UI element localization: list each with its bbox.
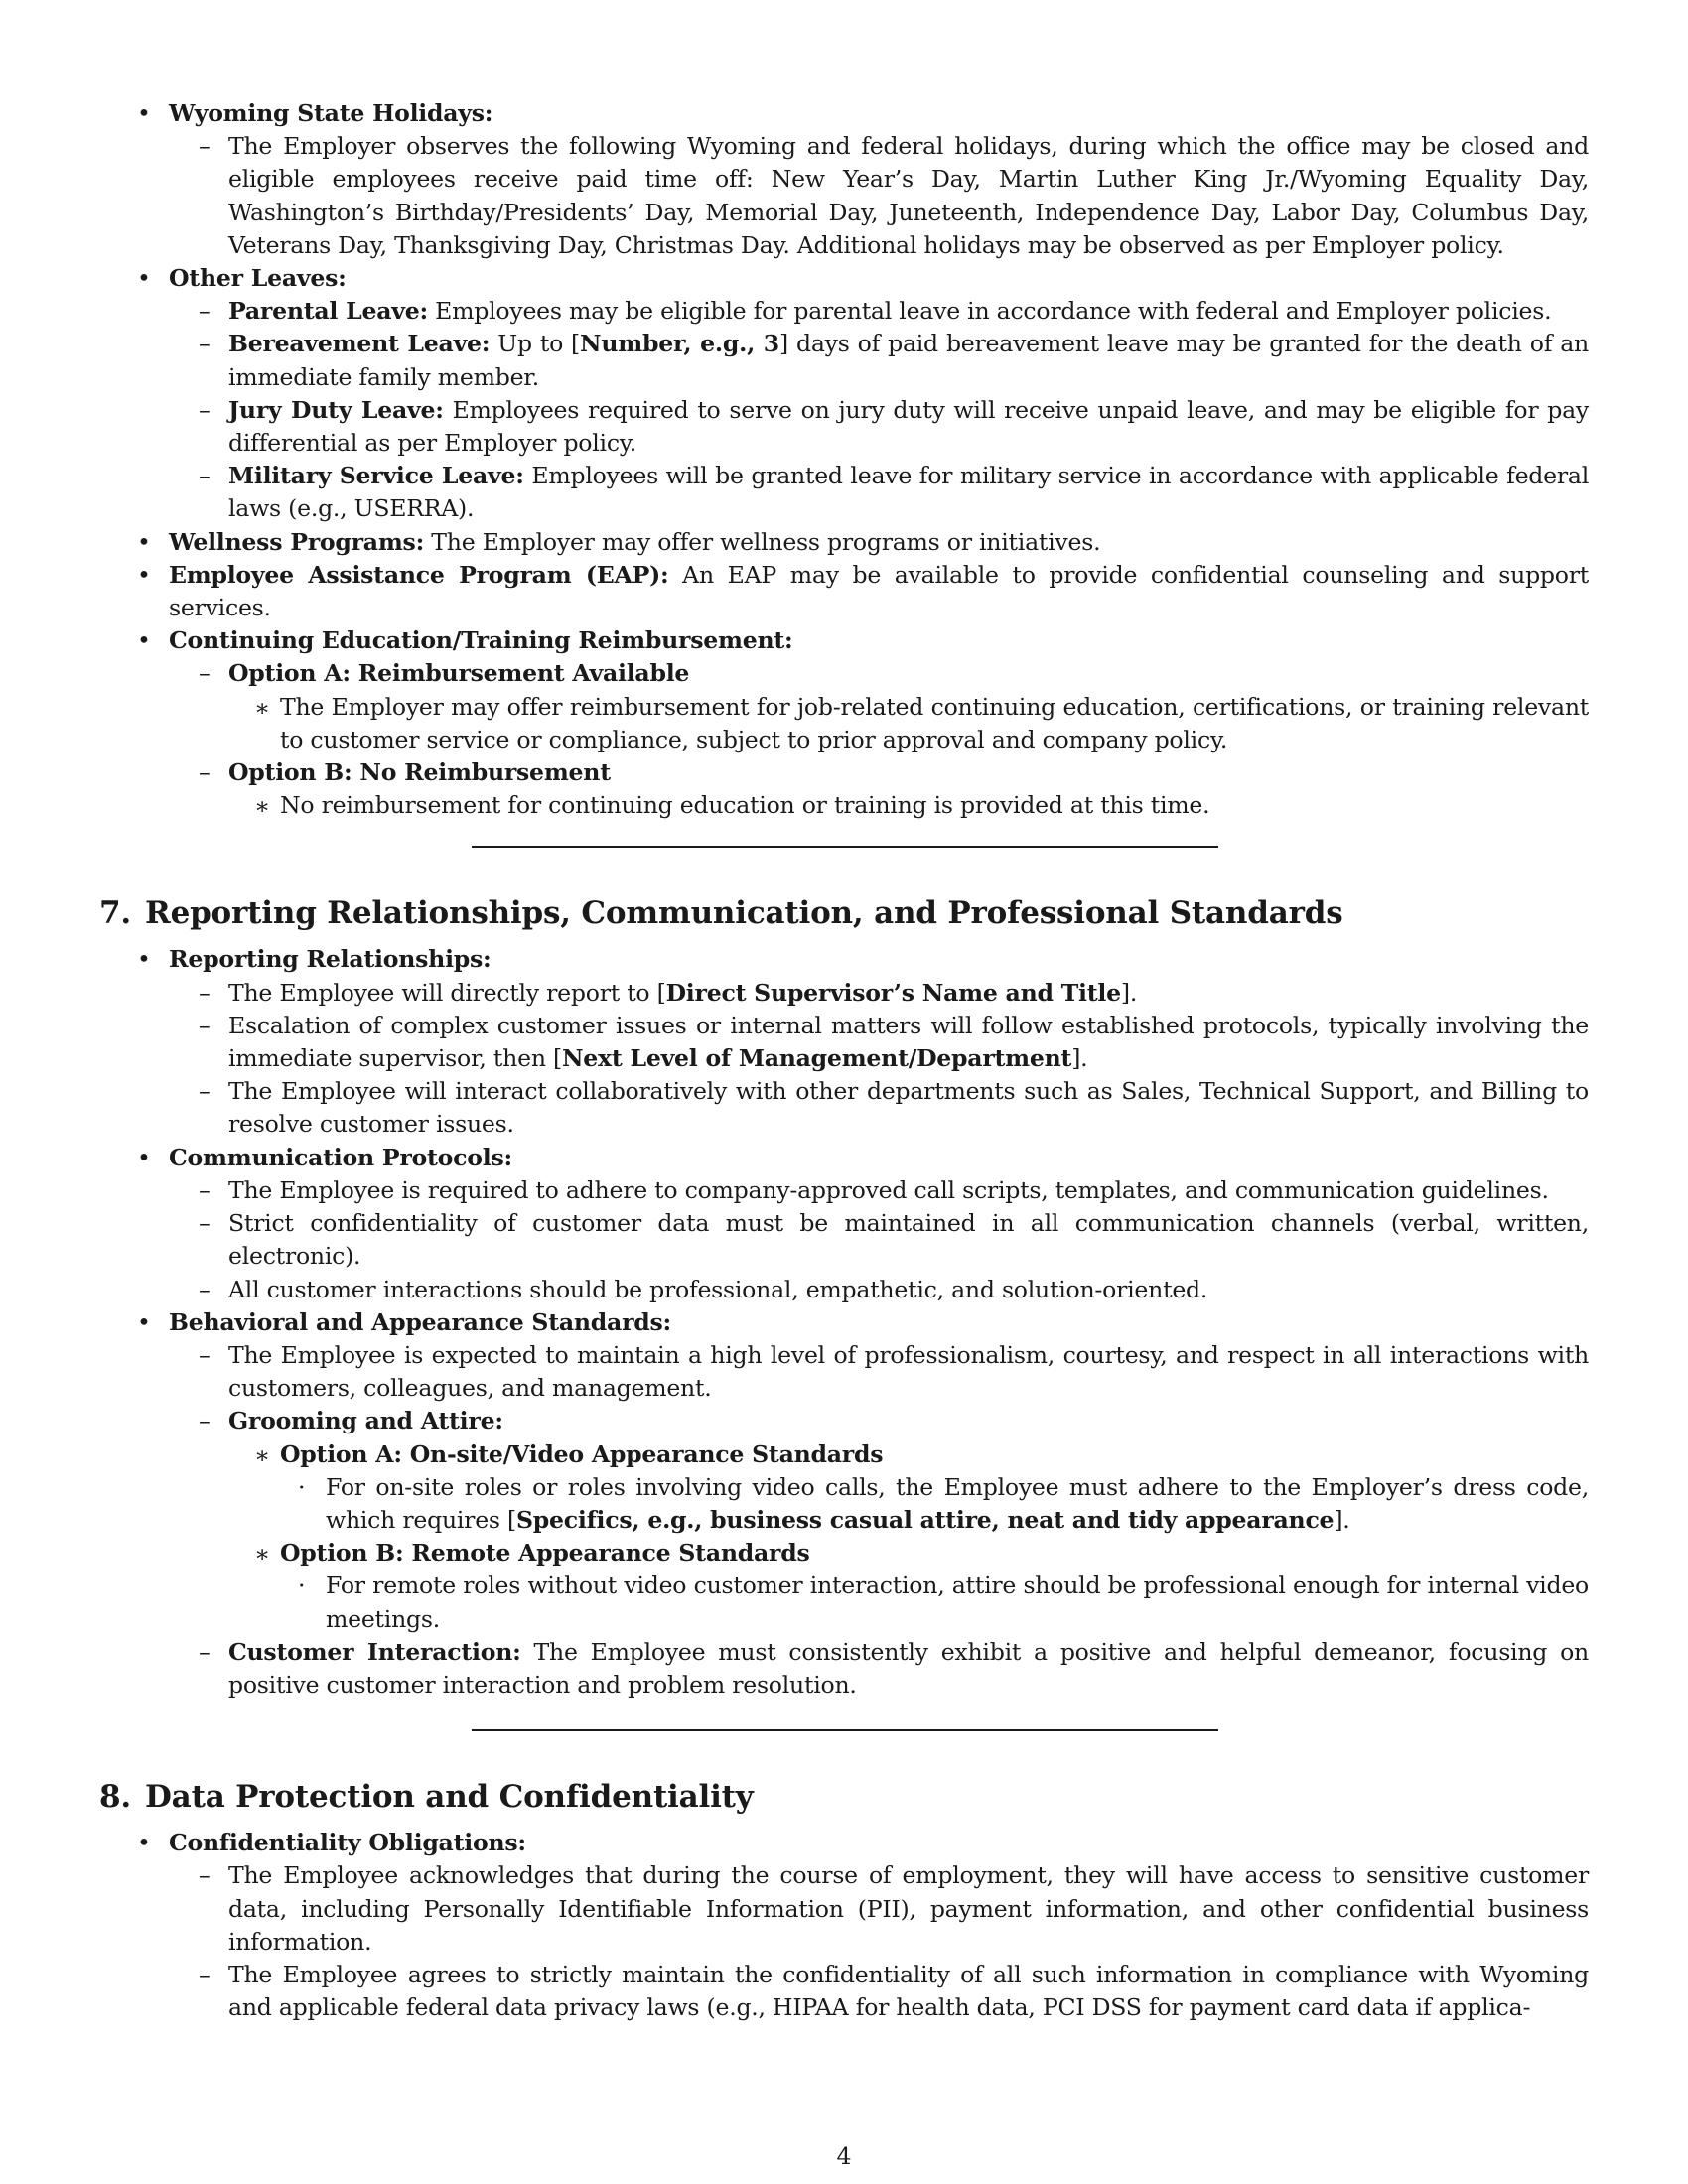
management-placeholder: Next Level of Management/Department: [561, 1044, 1072, 1073]
list-item-education-option-a: [99, 657, 1589, 690]
dress-code-placeholder: Specifics, e.g., business casual attire, neat and tidy appearance: [516, 1505, 1335, 1534]
behavior-label: Behavioral and Appearance Standards:: [169, 1307, 671, 1336]
bullet-icon: •: [137, 527, 151, 556]
asterisk-icon: ∗: [254, 693, 270, 722]
bereavement-text-post: ] days of paid bereavement leave may be granted for the death of an immediate family member.: [228, 330, 1589, 391]
appearance-option-a-text-pre: For on-site roles or roles involving video calls, the Employee must adhere to the Employer’s dress code, which requires [: [326, 1472, 1589, 1534]
list-item: [99, 1010, 1589, 1075]
section-number: 7.: [99, 895, 131, 932]
horizontal-rule: [472, 846, 1218, 848]
holidays-label: Wyoming State Holidays:: [169, 99, 493, 127]
list-item-appearance-option-a: [99, 1438, 1589, 1471]
bereavement-leave-label: Bereavement Leave:: [228, 330, 491, 358]
bereavement-text-pre: Up to [: [490, 330, 581, 358]
asterisk-icon: ∗: [254, 1540, 270, 1569]
dash-icon: –: [199, 1340, 211, 1369]
list-item: [99, 1339, 1589, 1405]
dash-icon: –: [199, 462, 211, 490]
list-item-customer-interaction: [99, 1636, 1589, 1702]
confidentiality-text-2: The Employee agrees to strictly maintain the confidentiality of all such information in compliance with Wyoming and applicable federal data privacy laws (e.g., HIPAA for health data, PCI DSS for payment card data if applica-: [228, 1960, 1589, 2022]
education-option-a-text: The Employer may offer reimbursement for job-related continuing education, certifications, or training relevant to customer service or compliance, subject to prior approval and company policy.: [280, 692, 1589, 753]
military-leave-text: Employees will be granted leave for military service in accordance with applicable federal laws (e.g., USERRA).: [228, 462, 1590, 523]
list-item-communication: [99, 1142, 1589, 1174]
asterisk-icon: ∗: [254, 1440, 270, 1469]
dash-icon: –: [199, 1209, 211, 1238]
wellness-label: Wellness Programs:: [169, 527, 425, 556]
dash-icon: –: [199, 330, 211, 358]
reporting-text-pre: The Employee will directly report to [: [228, 978, 666, 1007]
bullet-icon: •: [137, 1829, 151, 1857]
dash-icon: –: [199, 1861, 211, 1890]
list-item-other-leaves: [99, 262, 1589, 295]
dash-icon: –: [199, 1077, 211, 1106]
communication-label: Communication Protocols:: [169, 1143, 512, 1171]
bullet-icon: •: [137, 99, 151, 127]
section-number: 8.: [99, 1779, 131, 1816]
bullet-icon: •: [137, 945, 151, 974]
jury-duty-label: Jury Duty Leave:: [228, 395, 444, 424]
dash-icon: –: [199, 395, 211, 424]
behavior-text: The Employee is expected to maintain a high level of professionalism, courtesy, and respect in all interactions with customers, colleagues, and management.: [228, 1340, 1589, 1403]
bullet-icon: •: [137, 560, 151, 589]
appearance-option-b-label: Option B: Remote Appearance Standards: [280, 1539, 810, 1568]
list-item-eap: [99, 559, 1589, 624]
list-item-military-leave: [99, 460, 1589, 525]
customer-interaction-label: Customer Interaction:: [228, 1637, 521, 1666]
horizontal-rule: [472, 1729, 1218, 1731]
list-item-grooming: [99, 1405, 1589, 1437]
dot-icon: ·: [298, 1571, 306, 1600]
dash-icon: –: [199, 1637, 211, 1666]
list-item-bereavement-leave: [99, 328, 1589, 393]
eap-label: Employee Assistance Program (EAP):: [169, 560, 669, 589]
confidentiality-text-1: The Employee acknowledges that during the course of employment, they will have access to sensitive customer data, including Personally Identifiable Information (PII), payment information, and other confidential business information.: [228, 1861, 1589, 1956]
section-title: Data Protection and Confidentiality: [145, 1779, 754, 1816]
list-item: [99, 691, 1589, 756]
dash-icon: –: [199, 659, 211, 688]
education-option-a-label: Option A: Reimbursement Available: [228, 659, 690, 688]
appearance-option-a-label: Option A: On-site/Video Appearance Standards: [280, 1439, 884, 1468]
list-item: [99, 130, 1589, 262]
confidentiality-label: Confidentiality Obligations:: [169, 1829, 526, 1857]
dash-icon: –: [199, 132, 211, 161]
dash-icon: –: [199, 758, 211, 787]
page-content: [99, 97, 1589, 2024]
list-item-behavior: [99, 1306, 1589, 1339]
list-item-jury-duty: [99, 394, 1589, 460]
list-item: [99, 1959, 1589, 2024]
list-item: [99, 1075, 1589, 1141]
reporting-label: Reporting Relationships:: [169, 945, 492, 974]
dash-icon: –: [199, 1960, 211, 1988]
asterisk-icon: ∗: [254, 792, 270, 821]
appearance-option-b-text: For remote roles without video customer interaction, attire should be professional enough for internal video meetings.: [326, 1571, 1589, 1633]
bullet-icon: •: [137, 1143, 151, 1171]
parental-leave-label: Parental Leave:: [228, 297, 428, 326]
parental-leave-text: Employees may be eligible for parental leave in accordance with federal and Employer policies.: [427, 297, 1552, 326]
collaboration-text: The Employee will interact collaboratively with other departments such as Sales, Technical Support, and Billing to resolve customer issues.: [228, 1077, 1589, 1139]
list-item-holidays: [99, 97, 1589, 130]
education-option-b-text: No reimbursement for continuing education or training is provided at this time.: [280, 791, 1210, 820]
list-item: [99, 1859, 1589, 1959]
section-heading-8: [99, 1777, 1589, 1817]
bereavement-placeholder: Number, e.g., 3: [580, 330, 779, 358]
list-item-reporting: [99, 943, 1589, 976]
bullet-icon: •: [137, 264, 151, 293]
list-item: [99, 789, 1589, 822]
reporting-text-post: ].: [1120, 978, 1138, 1007]
holidays-text: The Employer observes the following Wyoming and federal holidays, during which the office may be closed and eligible employees receive paid time off: New Year’s Day, Martin Luther King Jr./Wyoming Equality Day, Washington’s Birthday/Presidents’ Day, Memorial Day, Juneteenth, Independence Day, Labor Day, Columbus Day, Veterans Day, Thanksgiving Day, Christmas Day. Additional holidays may be observed as per Employer policy.: [228, 132, 1589, 259]
grooming-label: Grooming and Attire:: [228, 1407, 503, 1435]
dot-icon: ·: [298, 1472, 306, 1501]
eap-text: An EAP may be available to provide confidential counseling and support services.: [169, 560, 1589, 622]
list-item: [99, 1471, 1589, 1537]
list-item-wellness: [99, 526, 1589, 559]
military-leave-label: Military Service Leave:: [228, 462, 524, 490]
list-item: [99, 1207, 1589, 1273]
list-item: [99, 1174, 1589, 1207]
dash-icon: –: [199, 1275, 211, 1303]
jury-duty-text: Employees required to serve on jury duty will receive unpaid leave, and may be eligible for pay differential as per Employer policy.: [228, 395, 1589, 458]
dash-icon: –: [199, 1011, 211, 1039]
dash-icon: –: [199, 1407, 211, 1435]
escalation-text-post: ].: [1071, 1044, 1088, 1073]
list-item: [99, 977, 1589, 1010]
education-option-b-label: Option B: No Reimbursement: [228, 758, 611, 787]
dash-icon: –: [199, 1175, 211, 1204]
list-item: [99, 1274, 1589, 1306]
list-item-education-option-b: [99, 756, 1589, 789]
communication-text-1: The Employee is required to adhere to company-approved call scripts, templates, and communication guidelines.: [228, 1175, 1549, 1204]
wellness-text: The Employer may offer wellness programs or initiatives.: [424, 527, 1101, 556]
communication-text-3: All customer interactions should be professional, empathetic, and solution-oriented.: [228, 1275, 1208, 1303]
dash-icon: –: [199, 297, 211, 326]
list-item-confidentiality: [99, 1827, 1589, 1859]
section-title: Reporting Relationships, Communication, and Professional Standards: [145, 895, 1343, 932]
list-item-appearance-option-b: [99, 1537, 1589, 1570]
communication-text-2: Strict confidentiality of customer data must be maintained in all communication channels (verbal, written, electronic).: [228, 1209, 1589, 1271]
supervisor-placeholder: Direct Supervisor’s Name and Title: [665, 978, 1121, 1007]
bullet-icon: •: [137, 1307, 151, 1336]
list-item: [99, 1570, 1589, 1635]
bullet-icon: •: [137, 626, 151, 655]
section-heading-7: [99, 893, 1589, 933]
dash-icon: –: [199, 978, 211, 1007]
list-item-parental-leave: [99, 295, 1589, 328]
page-number: 4: [836, 2142, 852, 2170]
education-label: Continuing Education/Training Reimbursement:: [169, 626, 793, 655]
other-leaves-label: Other Leaves:: [169, 264, 347, 293]
list-item-education: [99, 624, 1589, 657]
customer-interaction-text: The Employee must consistently exhibit a positive and helpful demeanor, focusing on positive customer interaction and problem resolution.: [228, 1637, 1589, 1699]
appearance-option-a-text-post: ].: [1334, 1505, 1350, 1534]
escalation-text-pre: Escalation of complex customer issues or internal matters will follow established protocols, typically involving the immediate supervisor, then [: [228, 1011, 1589, 1073]
